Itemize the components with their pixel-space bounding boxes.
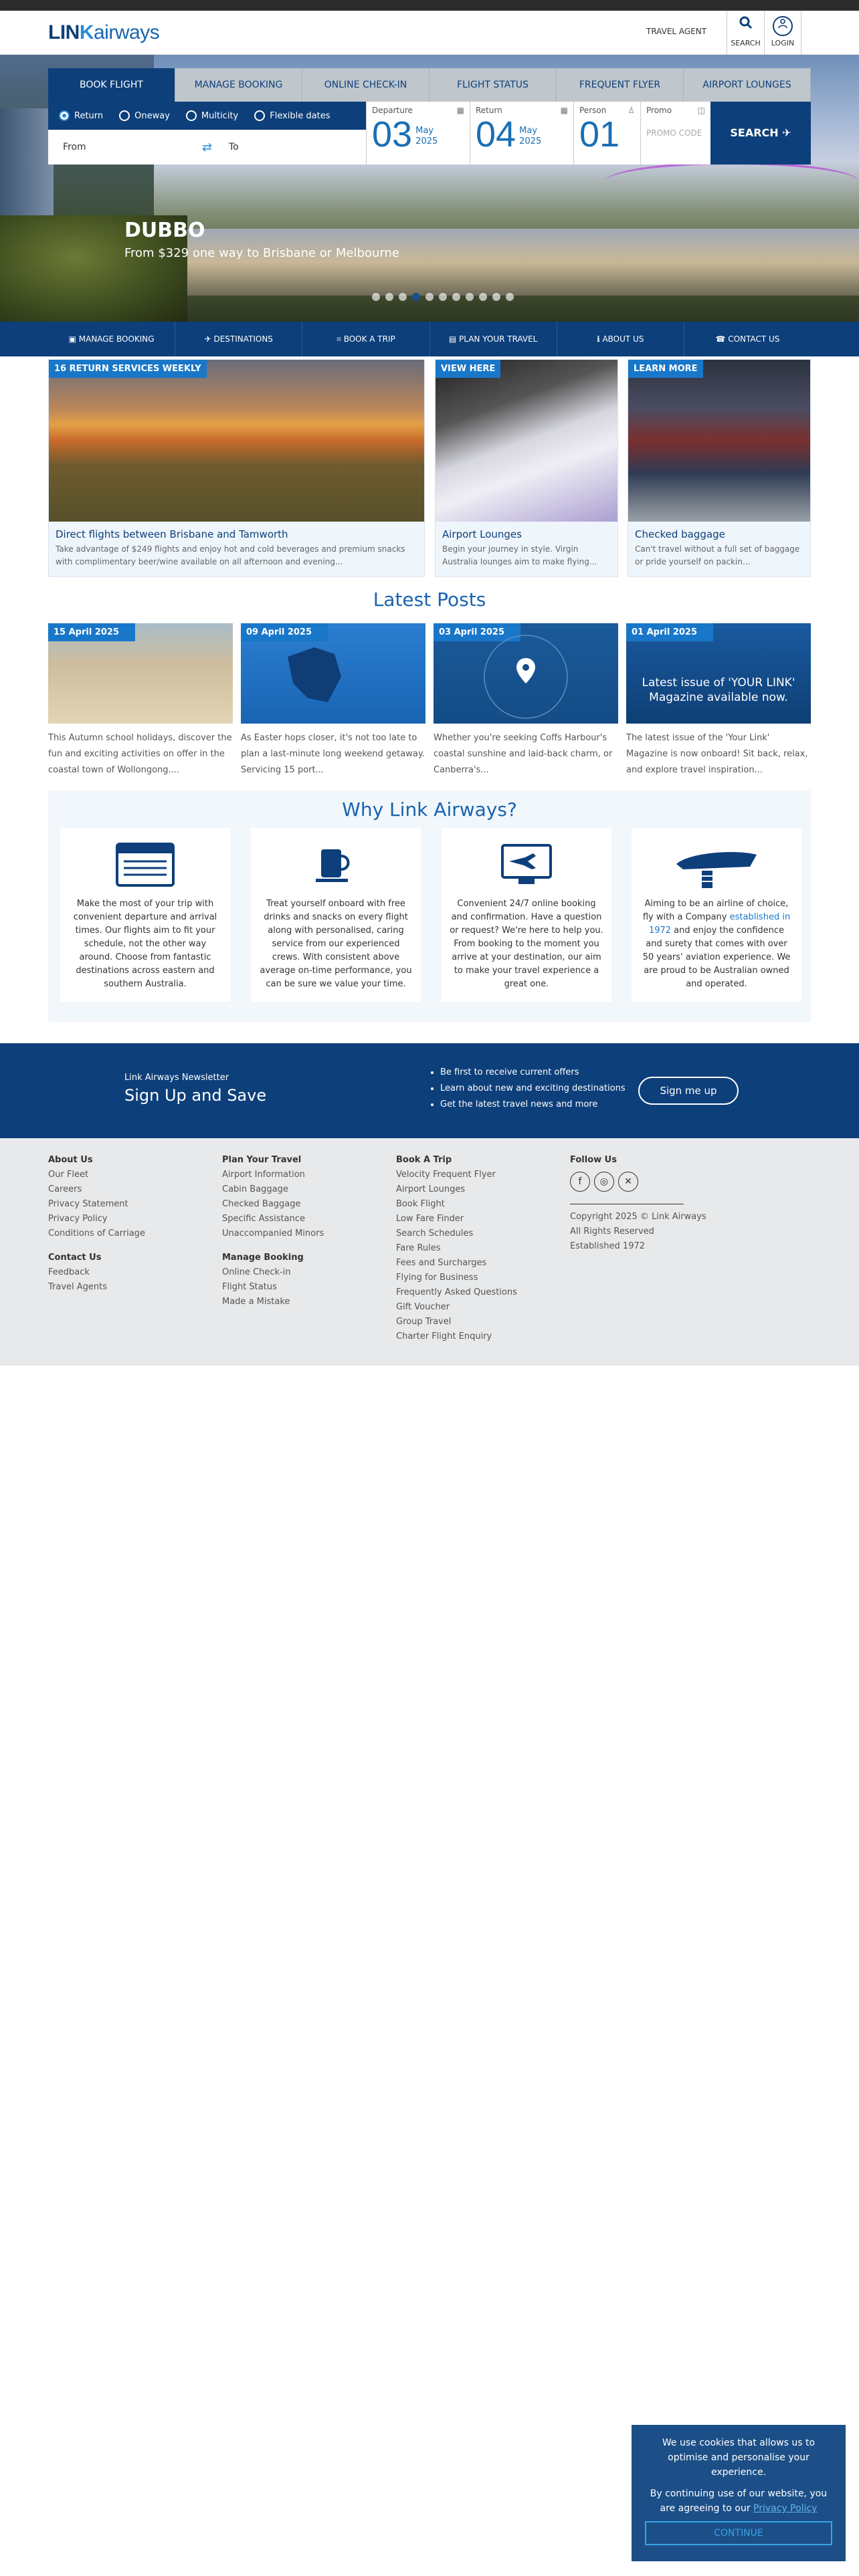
tag-icon: ⌗ <box>337 334 344 344</box>
carousel-dot[interactable] <box>439 293 447 301</box>
trip-selection <box>48 102 366 165</box>
copyright-text: Copyright 2025 © Link Airways <box>570 1212 706 1222</box>
footer-heading: Follow Us <box>570 1155 617 1165</box>
phone-icon: ☎ <box>715 334 729 344</box>
footer-link[interactable]: Charter Flight Enquiry <box>396 1331 492 1341</box>
magazine-caption <box>626 675 811 705</box>
nav-book-a-trip[interactable] <box>302 322 430 356</box>
card-description: Take advantage of $249 flights and enjoy hot and cold beverages and premium snacks with complimentary beer/wine available on all afternoon and evening... <box>56 544 405 566</box>
footer-link[interactable]: Fees and Surcharges <box>396 1258 487 1268</box>
newsletter-section <box>0 1043 859 1138</box>
footer-heading: Book A Trip <box>396 1155 452 1165</box>
cookie-continue-button[interactable]: CONTINUE <box>645 2521 832 2545</box>
feature-card-baggage[interactable] <box>628 359 811 577</box>
airport-lounge-image <box>436 360 617 522</box>
established-link[interactable]: established in 1972 <box>648 912 791 936</box>
online-booking-icon <box>442 837 611 897</box>
why-text: Make the most of your trip with convenient departure and arrival times. Our flights aim to fit your schedule, not the other way around. Choose from fantastic destinations across eastern and southern Australia. <box>73 899 217 989</box>
why-link-airways <box>48 790 811 1022</box>
footer-col-about <box>48 1153 145 1295</box>
nav-label: MANAGE BOOKING <box>78 334 155 344</box>
post-image-coffs <box>434 623 618 724</box>
feature-card-tamworth[interactable] <box>48 359 425 577</box>
site-footer <box>0 1138 859 1366</box>
booking-widget <box>48 68 811 165</box>
nav-destinations[interactable] <box>175 322 302 356</box>
nav-label: ABOUT US <box>602 334 644 344</box>
login-label: LOGIN <box>771 39 795 47</box>
why-card-heritage <box>632 828 801 1002</box>
footer-link[interactable]: Specific Assistance <box>222 1214 306 1224</box>
post-image-beach <box>48 623 233 724</box>
hero-subtitle[interactable]: From $329 one way to Brisbane or Melbourne <box>124 246 399 260</box>
footer-link[interactable]: Frequently Asked Questions <box>396 1287 517 1297</box>
footer-link[interactable]: Fare Rules <box>396 1243 441 1253</box>
search-icon <box>736 16 756 36</box>
baggage-image <box>628 360 810 522</box>
benefit-item: • Get the latest travel news and more <box>440 1097 626 1113</box>
location-pin-icon <box>434 623 618 724</box>
carousel-dot[interactable] <box>492 293 500 301</box>
cookie-consent-pre: By continuing use of our website, you are agreeing to our <box>650 2488 828 2514</box>
post-excerpt: Whether you're seeking Coffs Harbour's coastal sunshine and laid-back charm, or Canberra's... <box>434 733 613 775</box>
promo-label: Promo <box>646 106 672 115</box>
promo-code-input[interactable]: PROMO CODE <box>646 128 702 138</box>
post-date: 01 April 2025 <box>626 623 713 641</box>
radio-flexible-dates[interactable] <box>254 110 330 121</box>
post-image-magazine <box>626 623 811 724</box>
newsletter-benefits <box>428 1065 626 1113</box>
return-month: May <box>519 126 538 136</box>
footer-link[interactable]: Gift Voucher <box>396 1302 450 1312</box>
promo-code-field[interactable] <box>640 102 710 165</box>
travel-agent-link[interactable]: TRAVEL AGENT <box>646 27 707 36</box>
radio-return[interactable] <box>59 110 103 121</box>
person-icon: ♙ <box>628 106 635 115</box>
departure-month-year <box>415 126 438 147</box>
departure-date-picker[interactable] <box>366 102 470 165</box>
plane-icon: ✈ <box>204 334 214 344</box>
hero-destination <box>124 219 399 260</box>
why-text-pre: Aiming to be an airline of choice, fly with a Company <box>642 899 789 922</box>
departure-label: Departure <box>372 106 413 115</box>
benefit-item: • Be first to receive current offers <box>440 1065 626 1081</box>
footer-link[interactable]: Flight Status <box>222 1282 277 1292</box>
footer-heading: Plan Your Travel <box>222 1155 302 1165</box>
departure-month: May <box>415 126 434 136</box>
post-card[interactable] <box>48 623 233 778</box>
departure-year: 2025 <box>415 136 438 146</box>
footer-link[interactable]: Airport Lounges <box>396 1184 466 1194</box>
airplane-icon <box>632 837 801 897</box>
radio-label: Return <box>74 110 104 121</box>
return-day: 04 <box>476 114 516 154</box>
info-icon: ℹ <box>597 334 603 344</box>
from-input[interactable]: From <box>63 142 86 152</box>
post-excerpt: The latest issue of the 'Your Link' Magazine is now onboard! Sit back, relax, and explore travel inspiration... <box>626 733 808 775</box>
hero-bridge <box>605 162 859 202</box>
calendar-icon: ▦ <box>456 106 464 115</box>
nav-contact-us[interactable] <box>684 322 811 356</box>
benefit-item: • Learn about new and exciting destinations <box>440 1081 626 1097</box>
trip-type-radios <box>48 102 366 130</box>
card-badge: LEARN MORE <box>628 360 703 378</box>
carousel-dot[interactable] <box>466 293 474 301</box>
footer-link[interactable]: Made a Mistake <box>222 1297 290 1307</box>
person-label: Person <box>579 106 607 115</box>
radio-icon <box>119 110 130 121</box>
why-text-post: and enjoy the confidence and surety that comes with over 50 years' aviation experience. We are proud to be Australian owned and operated. <box>642 926 791 989</box>
sign-me-up-button[interactable]: Sign me up <box>638 1077 739 1105</box>
nav-label: CONTACT US <box>728 334 780 344</box>
search-flights-button[interactable]: SEARCH ✈ <box>710 102 811 165</box>
radio-selected-icon <box>59 110 70 121</box>
return-year: 2025 <box>519 136 542 146</box>
search-button[interactable] <box>727 11 764 55</box>
card-title[interactable]: Direct flights between Brisbane and Tamworth <box>56 528 288 540</box>
post-image-map <box>241 623 425 724</box>
why-card-service <box>251 828 421 1002</box>
card-title[interactable]: Airport Lounges <box>442 528 522 540</box>
login-button[interactable] <box>764 11 801 55</box>
post-card[interactable] <box>241 623 425 778</box>
radio-icon <box>254 110 265 121</box>
footer-link[interactable]: Low Fare Finder <box>396 1214 464 1224</box>
card-description: Begin your journey in style. Virgin Australia lounges aim to make flying... <box>442 544 597 566</box>
latest-posts-title: Latest Posts <box>373 588 486 611</box>
why-text: Treat yourself onboard with free drinks and snacks on every flight along with personalised, caring service from our experienced crews. With consistent above average on-time performance, you can be sure we value your time. <box>260 899 412 989</box>
person-count: 01 <box>579 114 620 154</box>
footer-col-book <box>396 1153 517 1344</box>
carousel-dot[interactable] <box>479 293 487 301</box>
post-date: 15 April 2025 <box>48 623 135 641</box>
established-text: Established 1972 <box>570 1241 646 1251</box>
to-input[interactable]: To <box>229 142 239 152</box>
tab-online-check-in[interactable]: ONLINE CHECK-IN <box>302 68 430 102</box>
cookie-consent-text <box>645 2486 832 2516</box>
social-links <box>570 1172 706 1192</box>
footer-heading: Contact Us <box>48 1253 102 1263</box>
facebook-icon[interactable]: f <box>570 1172 590 1192</box>
footer-link[interactable]: Cabin Baggage <box>222 1184 288 1194</box>
tag-icon: ◫ <box>697 106 705 115</box>
post-date: 03 April 2025 <box>434 623 520 641</box>
return-label: Return <box>476 106 502 115</box>
footer-heading: Manage Booking <box>222 1253 304 1263</box>
post-card[interactable] <box>434 623 618 778</box>
feature-cards <box>48 359 811 577</box>
booking-form <box>48 102 811 165</box>
radio-label: Oneway <box>134 110 170 121</box>
carousel-dot-active[interactable] <box>412 293 420 301</box>
calendar-icon: ▦ <box>560 106 568 115</box>
twitter-icon[interactable]: ✕ <box>618 1172 638 1192</box>
footer-link[interactable]: Airport Information <box>222 1170 305 1180</box>
site-header <box>0 11 859 55</box>
magazine-line1: Latest issue of 'YOUR LINK' <box>642 676 795 689</box>
tab-flight-status[interactable]: FLIGHT STATUS <box>430 68 557 102</box>
post-excerpt: As Easter hops closer, it's not too late to plan a last-minute long weekend getaway. Servicing 15 port... <box>241 733 425 775</box>
footer-link[interactable]: Online Check-in <box>222 1267 291 1277</box>
carousel-dot[interactable] <box>372 293 380 301</box>
coffee-cup-icon <box>251 837 421 897</box>
carousel-dot[interactable] <box>506 293 514 301</box>
cookie-message: We use cookies that allows us to optimise and personalise your experience. <box>662 2438 816 2478</box>
carousel-dot[interactable] <box>385 293 393 301</box>
departure-day: 03 <box>372 114 413 154</box>
newsletter-label: Link Airways Newsletter <box>124 1073 229 1083</box>
sunset-field-image <box>49 360 424 522</box>
return-date-picker[interactable] <box>470 102 573 165</box>
tab-manage-booking[interactable]: MANAGE BOOKING <box>175 68 302 102</box>
person-selector[interactable] <box>573 102 640 165</box>
footer-link[interactable]: Privacy Policy <box>48 1214 108 1224</box>
carousel-dots <box>372 293 514 301</box>
tab-frequent-flyer[interactable]: FREQUENT FLYER <box>557 68 684 102</box>
footer-link[interactable]: Unaccompanied Minors <box>222 1228 324 1239</box>
search-label: SEARCH <box>731 39 761 47</box>
footer-link[interactable]: Velocity Frequent Flyer <box>396 1170 496 1180</box>
footer-link[interactable]: Search Schedules <box>396 1228 474 1239</box>
nav-plan-your-travel[interactable] <box>430 322 557 356</box>
nav-label: BOOK A TRIP <box>343 334 395 344</box>
post-excerpt: This Autumn school holidays, discover the fun and exciting activities on offer in the coastal town of Wollongong.... <box>48 733 232 775</box>
nav-manage-booking[interactable] <box>48 322 175 356</box>
footer-link[interactable]: Checked Baggage <box>222 1199 301 1209</box>
return-month-year <box>519 126 541 147</box>
magazine-line2: Magazine available now. <box>649 691 788 704</box>
footer-link[interactable]: Book Flight <box>396 1199 445 1209</box>
newsletter-title: Sign Up and Save <box>124 1086 267 1105</box>
carousel-dot[interactable] <box>425 293 434 301</box>
hero-banner <box>0 55 859 322</box>
radio-label: Multicity <box>201 110 239 121</box>
footer-link[interactable]: Privacy Statement <box>48 1199 128 1209</box>
post-card[interactable] <box>626 623 811 778</box>
from-to-fields <box>48 130 366 165</box>
footer-heading: About Us <box>48 1155 93 1165</box>
nav-label: DESTINATIONS <box>213 334 273 344</box>
carousel-dot[interactable] <box>452 293 460 301</box>
card-title[interactable]: Checked baggage <box>635 528 725 540</box>
footer-link[interactable]: Feedback <box>48 1267 90 1277</box>
footer-link[interactable]: Group Travel <box>396 1317 452 1327</box>
cookie-banner <box>632 2425 846 2561</box>
radio-label: Flexible dates <box>270 110 330 121</box>
tab-book-flight[interactable]: BOOK FLIGHT <box>48 68 175 102</box>
swap-icon[interactable]: ⇄ <box>202 140 213 154</box>
footer-col-follow <box>570 1153 706 1254</box>
card-badge: 16 RETURN SERVICES WEEKLY <box>49 360 207 378</box>
footer-link[interactable]: Flying for Business <box>396 1273 478 1283</box>
booking-tabs <box>48 68 811 102</box>
tab-airport-lounges[interactable]: AIRPORT LOUNGES <box>684 68 811 102</box>
why-text <box>632 897 801 991</box>
why-text: Convenient 24/7 online booking and confirmation. Have a question or request? We're here to help you. From booking to the moment you arrive at your destination, our aim to make your travel experience a great one. <box>450 899 603 989</box>
luggage-icon: ▤ <box>448 334 459 344</box>
nav-about-us[interactable] <box>557 322 684 356</box>
card-badge: VIEW HERE <box>436 360 500 378</box>
top-bar <box>0 0 859 11</box>
footer-link[interactable]: Conditions of Carriage <box>48 1228 145 1239</box>
post-date: 09 April 2025 <box>241 623 328 641</box>
departure-board-icon <box>60 837 230 897</box>
nav-label: PLAN YOUR TRAVEL <box>459 334 538 344</box>
rights-text: All Rights Reserved <box>570 1226 654 1237</box>
card-description: Can't travel without a full set of baggage or pride yourself on packin... <box>635 544 800 566</box>
radio-multicity[interactable] <box>186 110 238 121</box>
instagram-icon[interactable]: ◎ <box>594 1172 614 1192</box>
why-card-booking <box>442 828 611 1002</box>
why-card-schedule <box>60 828 230 1002</box>
radio-icon <box>186 110 197 121</box>
booking-icon: ▣ <box>68 334 79 344</box>
footer-link[interactable]: Travel Agents <box>48 1282 108 1292</box>
australia-map-icon <box>241 623 425 724</box>
user-icon <box>773 16 793 36</box>
carousel-dot[interactable] <box>399 293 407 301</box>
why-title: Why Link Airways? <box>342 798 517 821</box>
secondary-nav <box>0 322 859 356</box>
radio-oneway[interactable] <box>119 110 170 121</box>
privacy-policy-link[interactable]: Privacy Policy <box>753 2503 818 2514</box>
feature-card-lounges[interactable] <box>435 359 618 577</box>
footer-link[interactable]: Our Fleet <box>48 1170 89 1180</box>
link-airways-logo[interactable]: LINKairways <box>48 21 160 43</box>
hero-city: DUBBO <box>124 219 205 242</box>
footer-col-plan <box>222 1153 324 1309</box>
footer-link[interactable]: Careers <box>48 1184 82 1194</box>
